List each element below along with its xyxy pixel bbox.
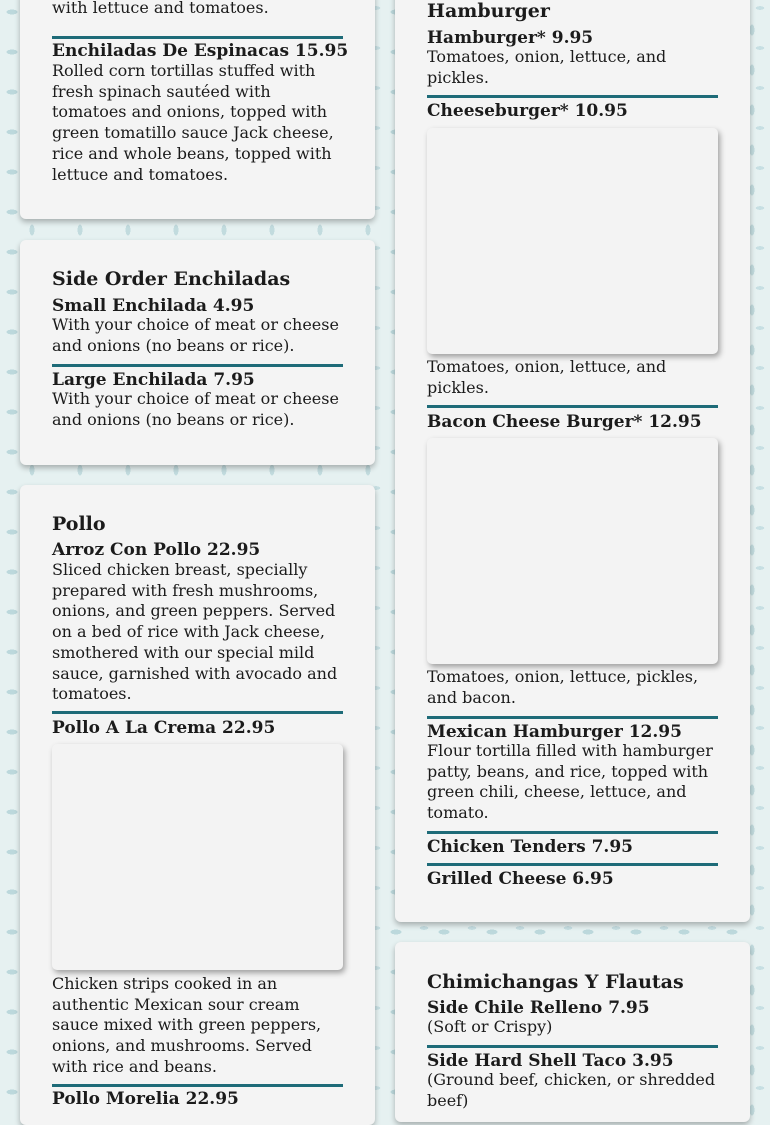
menu-item-title[interactable]: Pollo A La Crema 22.95: [52, 718, 276, 738]
menu-item-title[interactable]: Mexican Hamburger 12.95: [427, 722, 682, 742]
item-description: Chicken strips cooked in an authentic Mexican sour cream sauce mixed with green peppers, onions, and mushrooms. Served with rice and beans.: [52, 974, 322, 1076]
side-order-card: [20, 240, 375, 465]
category-title: Side Order Enchiladas: [52, 268, 291, 290]
item-description: Tomatoes, onion, lettuce, and pickles.: [427, 357, 667, 397]
item-description: Tomatoes, onion, lettuce, and pickles.: [427, 47, 667, 87]
menu-item-title[interactable]: Side Hard Shell Taco 3.95: [427, 1051, 674, 1071]
item-description: Sliced chicken breast, specially prepared with fresh mushrooms, onions, and green peppers. Served on a bed of rice with Jack cheese, smothered with our special mild sauce, garnished with avocado and tomatoes.: [52, 560, 338, 704]
item-description: With your choice of meat or cheese and onions (no beans or rice).: [52, 315, 339, 355]
item-divider: [427, 95, 718, 98]
pollo-card: [20, 485, 375, 1125]
category-title: Hamburger: [427, 0, 550, 22]
chimichangas-card: [395, 942, 750, 1122]
item-description: Tomatoes, onion, lettuce, pickles, and bacon.: [427, 667, 699, 707]
menu-item-title[interactable]: Small Enchilada 4.95: [52, 296, 255, 316]
item-divider: [427, 831, 718, 834]
hamburger-card: [395, 0, 750, 922]
item-photo-placeholder[interactable]: [427, 128, 718, 354]
item-description: Rolled corn tortillas stuffed with fresh spinach sautéed with tomatoes and onions, topped with green tomatillo sauce Jack cheese, rice and whole beans, topped with lettuce and tomatoes.: [52, 61, 334, 184]
item-divider: [427, 863, 718, 866]
menu-item-title[interactable]: Cheeseburger* 10.95: [427, 101, 628, 121]
item-photo-placeholder[interactable]: [52, 744, 343, 970]
item-divider: [427, 716, 718, 719]
enchiladas-card: [20, 0, 375, 219]
menu-item-title[interactable]: Hamburger* 9.95: [427, 28, 594, 48]
item-divider: [427, 405, 718, 408]
item-divider: [52, 36, 343, 39]
item-description: (Soft or Crispy): [427, 1017, 553, 1036]
menu-item-title[interactable]: Chicken Tenders 7.95: [427, 837, 634, 857]
menu-item-title[interactable]: Pollo Morelia 22.95: [52, 1089, 239, 1109]
menu-item-title[interactable]: Large Enchilada 7.95: [52, 370, 255, 390]
category-title: Pollo: [52, 513, 106, 535]
menu-item-title[interactable]: Side Chile Relleno 7.95: [427, 998, 650, 1018]
item-divider: [52, 1084, 343, 1087]
menu-item-title[interactable]: Grilled Cheese 6.95: [427, 869, 614, 889]
item-divider: [52, 364, 343, 367]
menu-item-title[interactable]: Arroz Con Pollo 22.95: [52, 540, 261, 560]
menu-item-title[interactable]: Bacon Cheese Burger* 12.95: [427, 412, 702, 432]
item-description: with lettuce and tomatoes.: [52, 0, 269, 17]
item-description: (Ground beef, chicken, or shredded beef): [427, 1070, 716, 1110]
item-divider: [427, 1045, 718, 1048]
item-photo-placeholder[interactable]: [427, 438, 718, 664]
item-description: With your choice of meat or cheese and onions (no beans or rice).: [52, 389, 339, 429]
item-description: Flour tortilla filled with hamburger patty, beans, and rice, topped with green chili, cheese, lettuce, and tomato.: [427, 741, 713, 823]
category-title: Chimichangas Y Flautas: [427, 971, 684, 993]
menu-item-title[interactable]: Enchiladas De Espinacas 15.95: [52, 41, 349, 61]
item-divider: [52, 711, 343, 714]
